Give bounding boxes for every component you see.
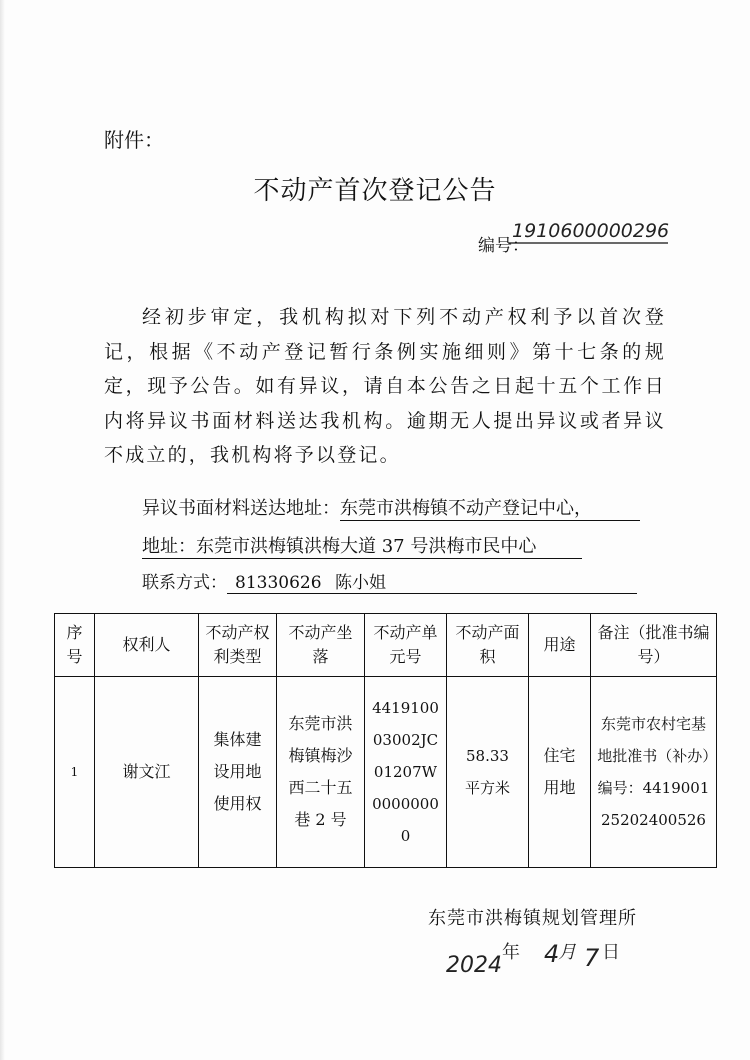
header-location: 不动产坐落 [277,614,365,677]
scan-edge-shadow [0,0,5,1060]
objection-address-label: 异议书面材料送达地址： [142,498,340,519]
cell-holder: 谢文江 [95,677,199,868]
table-header-row [55,614,717,677]
page-title: 不动产首次登记公告 [253,176,497,206]
registration-table [54,613,717,868]
cell-seq: 1 [55,677,95,868]
cell-area: 58.33 平方米 [447,677,529,868]
date-year-char: 年 [502,942,520,963]
date-month-char: 月 [558,942,576,963]
cell-remark: 东莞市农村宅基地批准书（补办）编号：441900125202400526 [591,677,717,868]
header-right-type: 不动产权利类型 [199,614,277,677]
header-area: 不动产面积 [447,614,529,677]
objection-address-value: 东莞市洪梅镇不动产登记中心， [340,494,640,521]
issuing-organization: 东莞市洪梅镇规划管理所 [428,908,637,929]
header-holder: 权利人 [95,614,199,677]
objection-address-row [142,494,640,521]
objection-address-line2-row [142,532,582,559]
cell-location: 东莞市洪梅镇梅沙西二十五巷 2 号 [277,677,365,868]
header-usage: 用途 [529,614,591,677]
contact-label: 联系方式： [142,573,227,593]
cell-unit-no: 441910003002JC01207W00000000 [365,677,447,868]
contact-row [142,568,637,594]
header-remark: 备注（批准书编号） [591,614,717,677]
issue-date-handwritten [446,932,646,984]
cell-usage: 住宅用地 [529,677,591,868]
objection-address-line2: 地址：东莞市洪梅镇洪梅大道 37 号洪梅市民中心 [142,532,582,559]
header-seq: 序号 [55,614,95,677]
cell-right-type: 集体建设用地使用权 [199,677,277,868]
serial-number-text: 1910600000296 [512,220,670,242]
announcement-body [104,300,666,473]
announcement-paragraph: 经初步审定，我机构拟对下列不动产权利予以首次登记，根据《不动产登记暂行条例实施细则》第十七条的规定，现予公告。如有异议，请自本公告之日起十五个工作日内将异议书面材料送达我机构。逾期无人提出异议或者异议不成立的，我机构将予以登记。 [104,306,666,466]
header-unit-no: 不动产单元号 [365,614,447,677]
serial-label: 编号： [478,236,529,256]
contact-name: 陈小姐 [335,573,386,593]
attachment-label: 附件： [104,128,164,152]
serial-number-handwritten [508,213,670,249]
contact-phone: 81330626 [235,573,322,593]
date-month: 4 [544,940,560,968]
date-year: 2024 [446,953,502,978]
date-day-char: 日 [602,942,620,963]
date-day: 7 [584,944,600,972]
table-row [55,677,717,868]
